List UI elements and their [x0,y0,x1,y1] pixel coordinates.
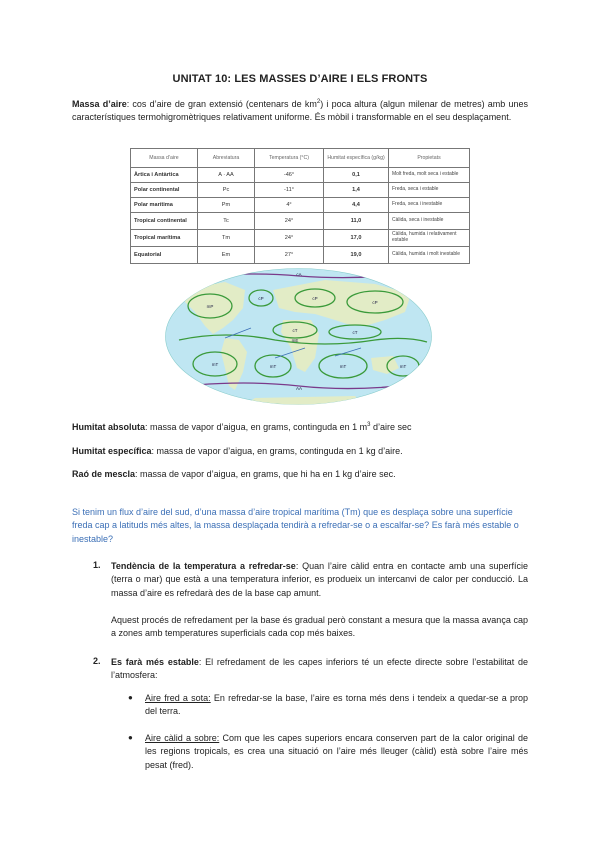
bullet-item: Aire fred a sota: En refredar-se la base, l’aire es torna més dens i tendeix a quedar-se a prop del terra. [145,693,528,717]
map-label: cP [312,296,318,301]
page-title: UNITAT 10: LES MASSES D’AIRE I ELS FRONTS [172,73,428,85]
question-text: Si tenim un flux d’aire del sud, d’una massa d’aire tropical marítima (Tm) que es desplaça sobre una superfície freda cap a latituds més altes, la massa desplaçada tendirà a refredar-se o a escalfar-se? Es farà més estable o inestable? [72,507,519,544]
map-label: cP [258,296,264,301]
list-number: 2. [93,656,101,666]
map-label: AA [295,386,303,391]
map-label: cT [352,330,358,335]
table-header-row [131,149,470,168]
table-header: Massa d’aire [131,149,198,168]
list-item-extra: Aquest procés de refredament per la base és gradual però constant a mesura que la massa avança cap a zones amb temperatures superficials cada cop més baixes. [111,615,528,639]
definition-absolute-humidity: Humitat absoluta: massa de vapor d’aigua, en grams, continguda en 1 $m^3$ d’aire sec [72,422,412,432]
map-label: mE [291,338,299,343]
table-header: Humitat específica (g/kg) [324,149,389,168]
table-header: Abreviatura [198,149,255,168]
table-row: Tropical marítima Tm 24° 17,0 Càlida, humida i relativament estable [131,230,470,247]
table-header: Propietats [389,149,470,168]
table-row: Polar continental Pc -11° 1,4 Freda, seca i estable [131,183,470,198]
map-label: cT [292,328,298,333]
definition-specific-humidity: Humitat específica: massa de vapor d’aigua, en grams, continguda en 1 kg d’aire. [72,446,403,456]
map-label: mT [211,362,219,367]
bullet-item: Aire càlid a sobre: Com que les capes superiors encara conserven part de la calor original de les regions tropicals, es crea una situació on l’aire més lleuger (càlid) està sobre l’aire més pesat (fred). [145,733,528,770]
table-row: Tropical continental Tc 24° 11,0 Càlida, seca i inestable [131,213,470,230]
bullet-icon: ● [128,733,133,742]
list-number: 1. [93,560,101,570]
map-label: mT [269,364,277,369]
definition-mixing-ratio: Raó de mescla: massa de vapor d’aigua, en grams, que hi ha en 1 kg d’aire sec. [72,469,396,479]
air-mass-table [130,148,470,264]
air-mass-world-map [165,268,432,405]
map-label: mT [399,364,407,369]
map-label: mT [339,364,347,369]
air-mass-definition: Massa d’aire: cos d’aire de gran extensió (centenars de $km^2$) i poca altura (algun milenar de metres) amb unes característiques termohigromètriques relativament uniforme. És mòbil i transformable en el seu desplaçament. [72,99,529,123]
map-label: mP [206,304,214,309]
list-item: Tendència de la temperatura a refredar-se: Quan l’aire càlid entra en contacte amb una superfície (terra o mar) que està a una temperatura inferior, es produeix un intercanvi de calor per conducció. La massa d’aire es refredarà des de la base cap amunt. [111,561,528,598]
bullet-icon: ● [128,693,133,702]
table-row: Polar marítima Pm 4° 4,4 Freda, seca i inestable [131,198,470,213]
map-label: cP [372,300,378,305]
term-air-mass: Massa d’aire [72,99,127,109]
table-row: Equatorial Em 27° 19,0 Càlida, humida i molt inestable [131,247,470,264]
map-label: cA [296,272,302,277]
table-header: Temperatura (°C) [255,149,324,168]
list-item: Es farà més estable: El refredament de les capes inferiors té un efecte directe sobre l’estabilitat de l’atmosfera: [111,657,528,681]
table-row: Àrtica i Antàrtica A · AA -46° 0,1 Molt freda, molt seca i estable [131,168,470,183]
